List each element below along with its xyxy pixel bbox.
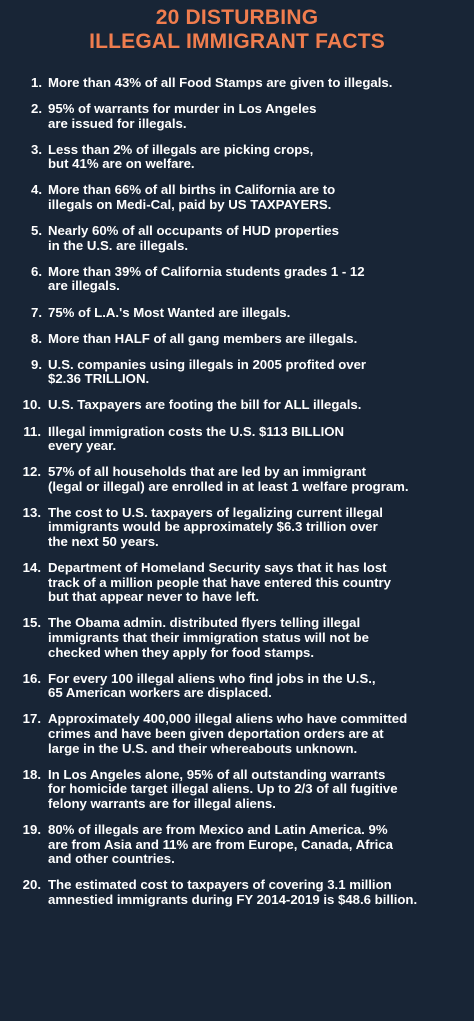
list-item xyxy=(14,823,462,867)
fact-text-line: The cost to U.S. taxpayers of legalizing current illegal xyxy=(48,504,383,520)
fact-text-line: Illegal immigration costs the U.S. $113 BILLION xyxy=(48,423,345,439)
fact-text-line: Nearly 60% of all occupants of HUD properties xyxy=(48,223,339,239)
fact-number: 12. xyxy=(22,464,41,480)
fact-text xyxy=(48,823,462,867)
fact-number: 10. xyxy=(22,397,41,413)
title-line-1: 20 DISTURBING xyxy=(155,6,319,29)
fact-text-line: More than 43% of all Food Stamps are given to illegals. xyxy=(48,75,393,90)
list-item xyxy=(14,878,462,907)
fact-text-line: track of a million people that have entered this country xyxy=(48,574,391,590)
fact-number: 3. xyxy=(31,141,42,157)
fact-text-line: More than 66% of all births in California are to xyxy=(48,182,336,198)
fact-text xyxy=(48,224,462,253)
fact-text xyxy=(48,102,462,131)
fact-text-line: and other countries. xyxy=(48,851,175,867)
list-item xyxy=(14,143,462,172)
fact-text xyxy=(48,398,462,413)
fact-text-line: checked when they apply for food stamps. xyxy=(48,644,315,660)
fact-number: 2. xyxy=(31,101,42,117)
page-title xyxy=(0,6,474,54)
list-item xyxy=(14,768,462,812)
fact-text xyxy=(48,768,462,812)
fact-number: 5. xyxy=(31,223,42,239)
fact-number: 4. xyxy=(31,182,42,198)
list-item xyxy=(14,358,462,387)
fact-text xyxy=(48,465,462,494)
fact-text-line: 75% of L.A.'s Most Wanted are illegals. xyxy=(48,304,291,320)
list-item xyxy=(14,76,462,91)
fact-text xyxy=(48,506,462,550)
fact-number: 19. xyxy=(22,821,41,837)
fact-text-line: the next 50 years. xyxy=(48,534,159,550)
list-item xyxy=(14,183,462,212)
fact-text xyxy=(48,672,462,701)
fact-text-line: but 41% are on welfare. xyxy=(48,156,195,172)
list-item xyxy=(14,224,462,253)
fact-text-line: $2.36 TRILLION. xyxy=(48,371,150,387)
title-line-2: ILLEGAL IMMIGRANT FACTS xyxy=(89,30,385,53)
fact-text-line: (legal or illegal) are enrolled in at least 1 welfare program. xyxy=(48,478,409,494)
fact-number: 9. xyxy=(31,356,42,372)
fact-text-line: for homicide target illegal aliens. Up to 2/3 of all fugitive xyxy=(48,781,398,797)
list-item xyxy=(14,561,462,605)
fact-text-line: in the U.S. are illegals. xyxy=(48,237,188,253)
fact-text-line: For every 100 illegal aliens who find jobs in the U.S., xyxy=(48,670,376,686)
fact-text-line: 80% of illegals are from Mexico and Latin America. 9% xyxy=(48,821,388,837)
list-item xyxy=(14,306,462,321)
facts-list xyxy=(0,76,474,907)
fact-number: 11. xyxy=(23,423,41,439)
fact-text-line: More than 39% of California students grades 1 - 12 xyxy=(48,263,365,279)
fact-text xyxy=(48,76,462,91)
fact-number: 6. xyxy=(31,263,42,279)
fact-text-line: illegals on Medi-Cal, paid by US TAXPAYERS. xyxy=(48,197,332,213)
fact-text-line: U.S. companies using illegals in 2005 profited over xyxy=(48,356,367,372)
fact-number: 18. xyxy=(22,766,41,782)
fact-text-line: immigrants would be approximately $6.3 trillion over xyxy=(48,519,378,535)
fact-text xyxy=(48,332,462,347)
fact-text xyxy=(48,358,462,387)
fact-number: 14. xyxy=(22,560,41,576)
fact-number: 7. xyxy=(31,304,42,320)
fact-text-line: In Los Angeles alone, 95% of all outstanding warrants xyxy=(48,766,386,782)
list-item xyxy=(14,616,462,660)
list-item xyxy=(14,102,462,131)
fact-text xyxy=(48,143,462,172)
fact-text-line: Less than 2% of illegals are picking crops, xyxy=(48,141,314,157)
fact-text-line: are issued for illegals. xyxy=(48,115,187,131)
fact-text-line: crimes and have been given deportation orders are at xyxy=(48,726,384,741)
fact-text-line: amnestied immigrants during FY 2014-2019 is $48.6 billion. xyxy=(48,891,418,907)
fact-text-line: Approximately 400,000 illegal aliens who have committed xyxy=(48,711,408,727)
fact-number: 17. xyxy=(22,711,41,727)
fact-number: 13. xyxy=(22,504,41,520)
list-item xyxy=(14,712,462,756)
fact-text-line: Department of Homeland Security says that it has lost xyxy=(48,560,387,576)
fact-text xyxy=(48,306,462,321)
fact-text-line: 57% of all households that are led by an immigrant xyxy=(48,464,367,480)
fact-text-line: large in the U.S. and their whereabouts unknown. xyxy=(48,740,358,756)
fact-number: 1. xyxy=(31,75,42,90)
fact-text xyxy=(48,183,462,212)
fact-text-line: The Obama admin. distributed flyers telling illegal xyxy=(48,615,361,631)
fact-number: 16. xyxy=(22,670,41,686)
fact-text-line: felony warrants are for illegal aliens. xyxy=(48,795,276,811)
fact-text xyxy=(48,265,462,294)
list-item xyxy=(14,506,462,550)
fact-text xyxy=(48,878,462,907)
fact-text-line: The estimated cost to taxpayers of covering 3.1 million xyxy=(48,877,392,893)
fact-text-line: immigrants that their immigration status will not be xyxy=(48,630,369,646)
fact-text-line: 65 American workers are displaced. xyxy=(48,685,272,701)
list-item xyxy=(14,265,462,294)
fact-text-line: 95% of warrants for murder in Los Angeles xyxy=(48,101,317,117)
fact-number: 8. xyxy=(31,330,42,346)
list-item xyxy=(14,332,462,347)
list-item xyxy=(14,672,462,701)
fact-text-line: are illegals. xyxy=(48,278,120,294)
fact-number: 20. xyxy=(22,877,41,893)
fact-text-line: are from Asia and 11% are from Europe, Canada, Africa xyxy=(48,836,393,852)
fact-text-line: every year. xyxy=(48,438,117,454)
fact-text xyxy=(48,616,462,660)
fact-text-line: More than HALF of all gang members are illegals. xyxy=(48,330,358,346)
list-item xyxy=(14,398,462,413)
fact-text-line: but that appear never to have left. xyxy=(48,589,260,605)
list-item xyxy=(14,425,462,454)
fact-text-line: U.S. Taxpayers are footing the bill for ALL illegals. xyxy=(48,397,362,413)
fact-text xyxy=(48,561,462,605)
fact-text xyxy=(48,425,462,454)
fact-number: 15. xyxy=(22,615,41,631)
list-item xyxy=(14,465,462,494)
fact-text xyxy=(48,712,462,756)
